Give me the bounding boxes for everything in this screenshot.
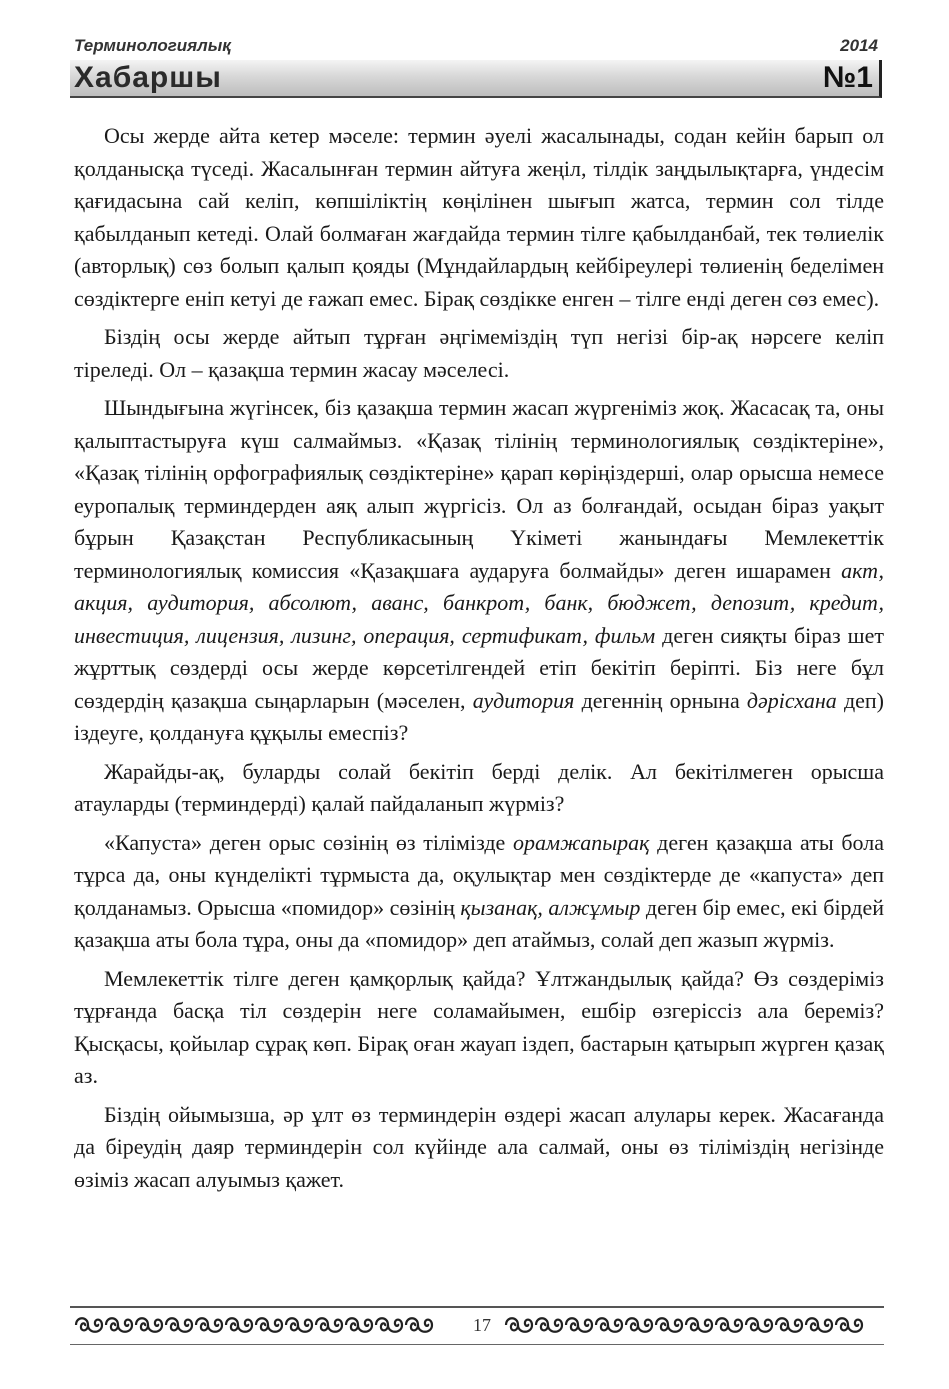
text-run: деген сияқты біраз шет жұрттық сөздерді осы жерде көрсетілгендей етіп бекітіп беріпті. Біз неге бұл сөздердің қазақша сыңарларын (мәселен,: [74, 622, 884, 713]
paragraph: [74, 120, 884, 315]
paragraph: [74, 827, 884, 957]
page-number: 17: [473, 1315, 491, 1335]
text-run: Жарайды-ақ, буларды солай бекітіп берді делік. Ал бекітілмеген орысша атауларды (терминдерді) қалай пайдаланып жүрміз?: [74, 758, 884, 816]
ornament-scroll: [406, 1318, 432, 1332]
ornament-left: [74, 1312, 460, 1338]
paragraph: [74, 392, 884, 750]
text-run: Біздің осы жерде айтып тұрған әңгімеміздің түп негізі бір-ақ нәрсеге келіп тіреледі. Ол – қазақша термин жасау мәселесі.: [74, 324, 884, 382]
ornament-scroll: [656, 1318, 682, 1332]
italic-term: акт, акция, аудитория, абсолют, аванс, банкрот, банк, бюджет, депозит, кредит, инвестиция, лицензия, лизинг, операция, сертификат, фильм: [74, 557, 884, 648]
italic-term: орамжапырақ: [513, 829, 650, 855]
italic-term: дәрісхана: [746, 687, 837, 713]
journal-title-line1: Терминологиялық: [74, 36, 231, 55]
issue-year: 2014: [840, 36, 878, 55]
ornament-scroll: [136, 1318, 162, 1332]
ornament-scroll: [286, 1318, 312, 1332]
ornament-scroll: [536, 1318, 562, 1332]
italic-term: аудитория: [472, 687, 575, 713]
paragraph: [74, 1099, 884, 1197]
header-band: [70, 60, 882, 98]
text-run: Шындығына жүгінсек, біз қазақша термин жасап жүргеніміз жоқ. Жасасақ та, оны қалыптастыруға күш салмаймыз. «Қазақ тілінің терминологиялық сөздіктеріне», «Қазақ тілінің орфографиялық сөздіктеріне» қарап көріңіздерші, олар орысша немесе еуропалық терминдерден аяқ алып жүргісіз. Ол аз болғандай, осыдан біраз уақыт бұрын Қазақстан Республикасының Үкіметі жанындағы Мемлекеттік терминологиялық комиссия «Қазақшаға аударуға болмайды» деген ишарамен: [74, 395, 884, 583]
ornament-scroll: [836, 1318, 862, 1332]
article-body: [74, 120, 884, 1202]
ornament-scroll: [686, 1318, 712, 1332]
paragraph: [74, 963, 884, 1093]
text-run: «Капуста» деген орыс сөзінің өз тілімізде: [104, 829, 514, 855]
ornament-scroll: [806, 1318, 832, 1332]
ornament-scroll: [76, 1318, 102, 1332]
ornament-right: [504, 1312, 884, 1338]
text-run: деген қазақша аты бола тұрса да, оны күнделікті тұрмыста да, оқулықтар мен сөздіктерде де «капуста» деп қолданамыз. Орысша «помидор» сөзінің: [74, 829, 884, 920]
ornament-scroll: [346, 1318, 372, 1332]
text-run: Мемлекеттік тілге деген қамқорлық қайда? Ұлтжандылық қайда? Өз сөздеріміз тұрғанда басқа тіл сөздерін неге соламайымен, ешбір өзгеріссіз ала береміз? Қысқасы, қойылар сұрақ көп. Бірақ оған жауап іздеп, бастарын қатырып жүрген қазақ аз.: [74, 965, 884, 1088]
text-run: Біздің ойымызша, әр ұлт өз терминдерін өздері жасап алулары керек. Жасағанда да біреудің даяр терминдерін сол күйінде ала салмай, оны өз тіліміздің негізінде өзіміз жасап алуымыз қажет.: [74, 1101, 884, 1192]
ornament-scroll: [566, 1318, 592, 1332]
italic-term: қызанақ, алжұмыр: [460, 894, 641, 920]
ornament-scroll: [746, 1318, 772, 1332]
issue-number: №1: [822, 61, 873, 94]
text-run: дегеннің орнына: [574, 687, 747, 713]
running-header: [74, 36, 878, 56]
ornament-scroll: [166, 1318, 192, 1332]
text-run: Осы жерде айта кетер мәселе: термин әуелі жасалынады, содан кейін барып ол қолданысқа түседі. Жасалынған термин айтуға жеңіл, тілдік заңдылықтарға, үндесім қағидасына сай келіп, көпшіліктің көңілінен шығып жатса, термин сол тілде қабылданып кетеді. Олай болмаған жағдайда термин тілге қабылданбай, тек төлиелік (авторлық) сөз болып қалып қояды (Мұндайлардың кейбіреулері төлиенің беделімен сөздіктерге еніп кетуі де ғажап емес. Бірақ сөздікке енген – тілге енді деген сөз емес).: [74, 123, 884, 311]
ornament-scroll: [196, 1318, 222, 1332]
footer-rule-bottom: [70, 1344, 884, 1345]
text-run: деп) іздеуге, қолдануға құқылы емеспіз?: [74, 687, 885, 745]
ornament-scroll: [316, 1318, 342, 1332]
ornament-scroll: [776, 1318, 802, 1332]
ornament-scroll: [626, 1318, 652, 1332]
ornament-scroll: [716, 1318, 742, 1332]
ornament-scroll: [506, 1318, 532, 1332]
text-run: деген бір емес, екі бірдей қазақша аты бола тұра, оны да «помидор» деп атаймыз, солай деп жазып жүрміз.: [74, 894, 884, 952]
footer-rule-top: [70, 1306, 884, 1308]
ornament-scroll: [256, 1318, 282, 1332]
journal-title-line2: Хабаршы: [74, 61, 222, 94]
ornament-scroll: [106, 1318, 132, 1332]
ornament-scroll: [596, 1318, 622, 1332]
paragraph: [74, 321, 884, 386]
ornament-scroll: [226, 1318, 252, 1332]
ornament-scroll: [376, 1318, 402, 1332]
paragraph: [74, 756, 884, 821]
